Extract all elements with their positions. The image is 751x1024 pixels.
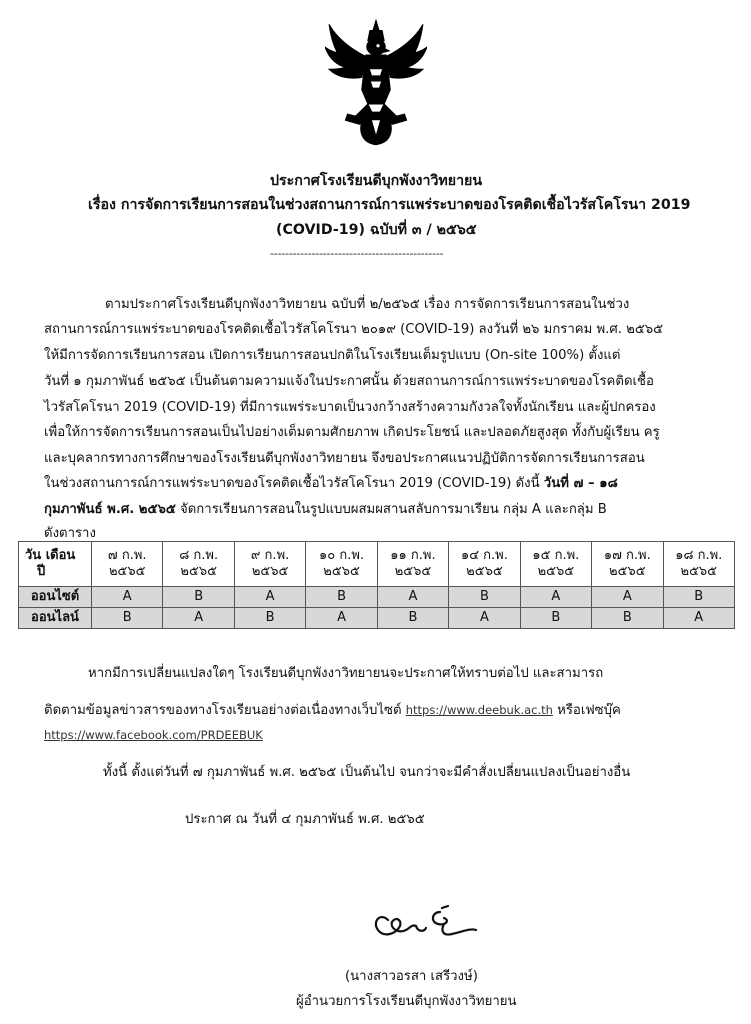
group-cell: A [663,608,735,629]
date-day: ๗ ก.พ. [107,548,147,563]
date-day: ๙ ก.พ. [250,548,290,563]
effective-date-text: ทั้งนี้ ตั้งแต่วันที่ ๗ กุมภาพันธ์ พ.ศ. ๒๕๖๕ เป็นต้นไป จนกว่าจะมีคำสั่งเปลี่ยนแปลงเป็นอย่างอื่น [103,765,631,780]
table-row-onsite [19,587,735,608]
garuda-emblem [325,18,427,146]
group-cell: A [306,608,377,629]
body-line: ไวรัสโคโรนา 2019 (COVID-19) ที่มีการแพร่ระบาดเป็นวงกว้างสร้างความกังวลใจทั้งนักเรียน และผู้ปกครอง [44,400,656,415]
date-header-cell [663,542,735,587]
announced-date-text: ประกาศ ณ วันที่ ๔ กุมภาพันธ์ พ.ศ. ๒๕๖๕ [185,812,425,827]
group-cell: A [592,587,663,608]
body-line [44,498,607,519]
notice-line [44,699,621,720]
group-cell: A [234,587,305,608]
date-year: ๒๕๖๕ [609,564,646,579]
signature-image [370,898,510,946]
body-line: ให้มีการจัดการเรียนการสอน เปิดการเรียนการสอนปกติในโรงเรียนเต็มรูปแบบ (On-site 100%) ตั้งแต่ [44,348,621,363]
date-header-cell [92,542,163,587]
date-header-cell [592,542,663,587]
table-row-online [19,608,735,629]
group-cell: B [163,587,234,608]
date-day: ๑๕ ก.พ. [532,548,580,563]
date-day: ๘ ก.พ. [179,548,219,563]
group-cell: A [449,608,520,629]
date-day: ๑๔ ก.พ. [460,548,508,563]
group-cell: A [377,587,448,608]
group-cell: B [663,587,735,608]
date-header-cell [520,542,591,587]
date-year: ๒๕๖๕ [680,564,717,579]
date-header-cell [163,542,234,587]
website-link[interactable]: https://www.deebuk.ac.th [405,703,553,717]
notice-line: หากมีการเปลี่ยนแปลงใดๆ โรงเรียนดีบุกพังงาวิทยายนจะประกาศให้ทราบต่อไป และสามารถ [88,666,604,681]
date-day: ๑๑ ก.พ. [390,548,436,563]
date-day: ๑๗ ก.พ. [603,548,651,563]
date-header-cell [306,542,377,587]
signer-position: ผู้อำนวยการโรงเรียนดีบุกพังงาวิทยายน [296,994,517,1009]
table-corner-header [19,542,92,587]
announcement-subject: เรื่อง การจัดการเรียนการสอนในช่วงสถานการณ์การแพร่ระบาดของโรคติดเชื้อไวรัสโคโรนา 2019 [88,197,691,213]
date-year: ๒๕๖๕ [108,564,146,579]
date-day: ๑๐ ก.พ. [319,548,365,563]
notice-text: หรือเฟซบุ๊ค [552,703,621,718]
announcement-title: ประกาศโรงเรียนดีบุกพังงาวิทยายน [270,173,483,189]
date-year: ๒๕๖๕ [466,564,503,579]
date-year: ๒๕๖๕ [323,564,360,579]
announcement-issue: (COVID-19) ฉบับที่ ๓ / ๒๕๖๕ [276,222,477,238]
date-day: ๑๘ ก.พ. [675,548,723,563]
group-cell: B [234,608,305,629]
group-cell: B [520,608,591,629]
body-line: สถานการณ์การแพร่ระบาดของโรคติดเชื้อไวรัสโคโรนา ๒๐๑๙ (COVID-19) ลงวันที่ ๒๖ มกราคม พ.ศ. ๒๕๖๕ [44,322,664,337]
schedule-table [18,541,735,629]
body-line: และบุคลากรทางการศึกษาของโรงเรียนดีบุกพังงาวิทยายน จึงขอประกาศแนวปฏิบัติการจัดการเรียนการสอน [44,451,645,466]
row-label-online: ออนไลน์ [19,608,92,629]
corner-top-label: วัน เดือน [25,548,76,563]
date-year: ๒๕๖๕ [394,564,432,579]
facebook-link-line [44,724,263,743]
date-range-end: กุมภาพันธ์ พ.ศ. ๒๕๖๕ [44,502,176,517]
notice-text: ติดตามข้อมูลข่าวสารของทางโรงเรียนอย่างต่อเนื่องทางเว็บไซต์ [44,703,406,718]
body-text: ในช่วงสถานการณ์การแพร่ระบาดของโรคติดเชื้อไวรัสโคโรนา 2019 (COVID-19) ดังนี้ [44,476,544,491]
body-line: ดังตาราง [44,526,96,541]
body-line: วันที่ ๑ กุมภาพันธ์ ๒๕๖๕ เป็นต้นตามความแจ้งในประกาศนั้น ด้วยสถานการณ์การแพร่ระบาดของโรคติดเชื้อ [44,374,654,389]
row-label-onsite: ออนไซต์ [19,587,92,608]
date-year: ๒๕๖๕ [251,564,289,579]
body-line: ตามประกาศโรงเรียนดีบุกพังงาวิทยายน ฉบับที่ ๒/๒๕๖๕ เรื่อง การจัดการเรียนการสอนในช่วง [105,297,630,312]
date-header-cell [377,542,448,587]
date-header-cell [234,542,305,587]
group-cell: A [520,587,591,608]
group-cell: A [92,587,163,608]
body-text: จัดการเรียนการสอนในรูปแบบผสมผสานสลับการมาเรียน กลุ่ม A และกลุ่ม B [175,502,607,517]
group-cell: B [92,608,163,629]
body-line [44,472,618,493]
group-cell: A [163,608,234,629]
corner-bottom-label: ปี [37,564,46,579]
date-year: ๒๕๖๕ [180,564,217,579]
date-year: ๒๕๖๕ [537,564,575,579]
group-cell: B [592,608,663,629]
separator-line: ---------------------------------------------- [270,247,444,260]
signer-name: (นางสาวอรสา เสรีวงษ์) [345,969,478,984]
group-cell: B [306,587,377,608]
table-header-row [19,542,735,587]
group-cell: B [449,587,520,608]
date-range-start: วันที่ ๗ – ๑๘ [543,476,618,491]
group-cell: B [377,608,448,629]
body-line: เพื่อให้การจัดการเรียนการสอนเป็นไปอย่างเต็มตามศักยภาพ เกิดประโยชน์ และปลอดภัยสูงสุด ทั้งกับผู้เรียน ครู [44,425,660,440]
facebook-link[interactable]: https://www.facebook.com/PRDEEBUK [44,728,263,742]
date-header-cell [449,542,520,587]
